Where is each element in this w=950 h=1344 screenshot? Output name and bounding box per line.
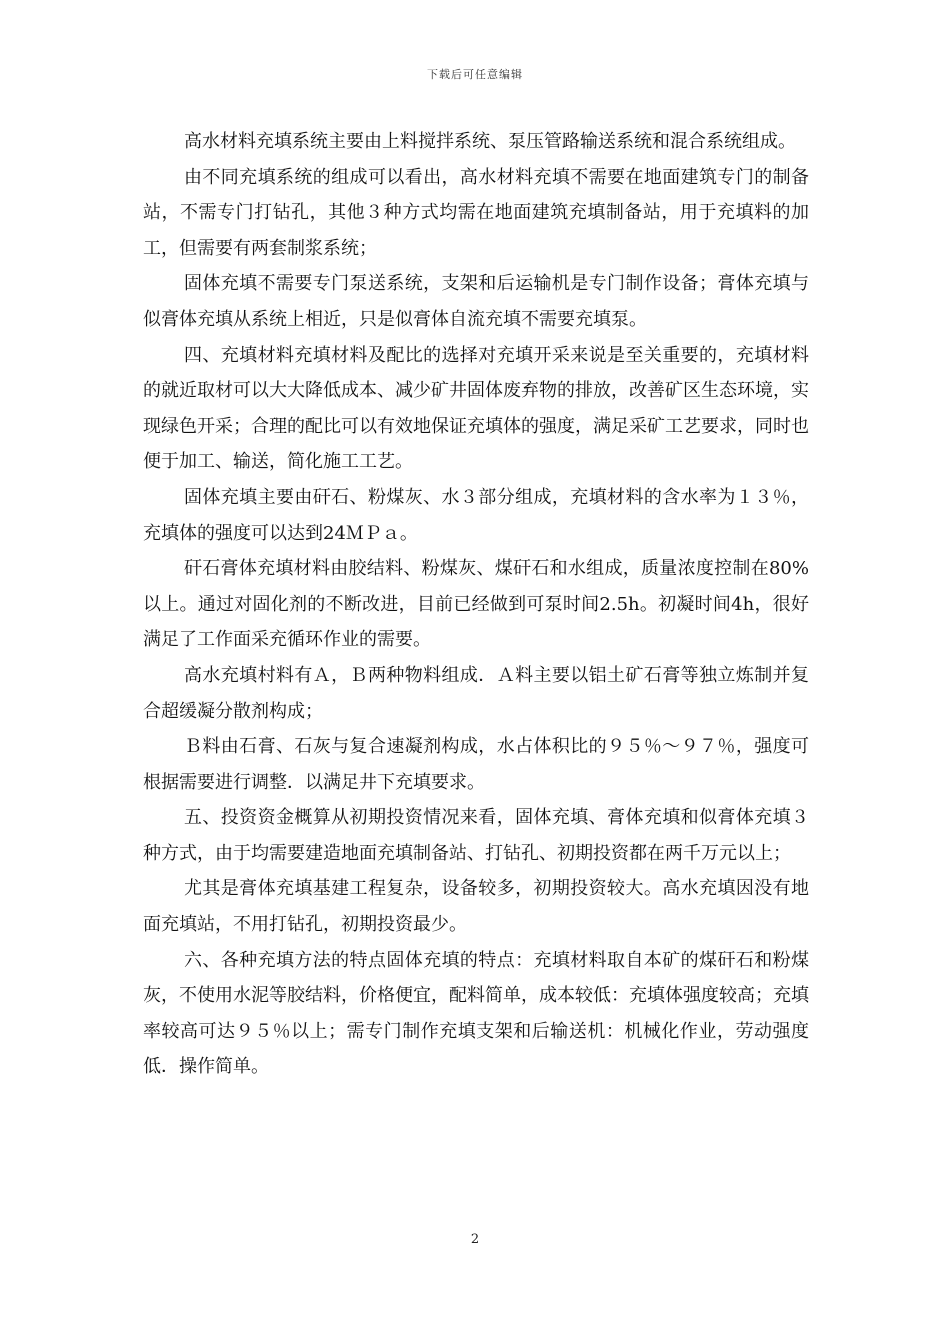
- paragraph: Ｂ料由石膏、石灰与复合速凝剂构成，水占体积比的９５％～９７％，强度可根据需要进行调整．以满足井下充填要求。: [143, 736, 809, 793]
- paragraph: 五、投资资金概算从初期投资情况来看，固体充填、膏体充填和似膏体充填３种方式，由于均需要建造地面充填制备站、打钻孔、初期投资都在两千万元以上；: [143, 807, 809, 864]
- page-header: 下载后可任意编辑: [427, 68, 523, 81]
- paragraph: 固体充填不需要专门泵送系统，支架和后运输机是专门制作设备；膏体充填与似膏体充填从系统上相近，只是似膏体自流充填不需要充填泵。: [143, 273, 809, 330]
- page-number: 2: [470, 1232, 480, 1247]
- paragraph: 由不同充填系统的组成可以看出，高水材料充填不需要在地面建筑专门的制备站，不需专门打钻孔，其他３种方式均需在地面建筑充填制备站，用于充填料的加工，但需要有两套制浆系统；: [143, 166, 809, 259]
- paragraph: 尤其是膏体充填基建工程复杂，设备较多，初期投资较大。高水充填因没有地面充填站，不用打钻孔，初期投资最少。: [143, 878, 809, 936]
- paragraph: 六、各种充填方法的特点固体充填的特点：充填材料取自本矿的煤矸石和粉煤灰，不使用水泥等胶结料，价格便宜，配料简单，成本较低：充填体强度较高；充填率较高可达９５％以上；需专门制作充填支架和后输送机：机械化作业，劳动强度低．操作简单。: [143, 949, 809, 1078]
- paragraph: 四、充填材料充填材料及配比的选择对充填开采来说是至关重要的，充填材料的就近取材可以大大降低成本、减少矿井固体废弃物的排放，改善矿区生态环境，实现绿色开采；合理的配比可以有效地保证充填体的强度，满足采矿工艺要求，同时也便于加工、输送，简化施工工艺。: [143, 344, 809, 473]
- paragraph: 矸石膏体充填材料由胶结料、粉煤灰、煤矸石和水组成，质量浓度控制在80%以上。通过对固化剂的不断改进，目前已经做到可泵时间2.5h。初凝时间4h，很好满足了工作面采充循环作业的需要。: [143, 558, 809, 651]
- paragraph: 高水充填村料有Ａ，Ｂ两种物料组成．Ａ料主要以铝土矿石膏等独立炼制并复合超缓凝分散剂构成；: [143, 664, 809, 722]
- paragraph: 高水材料充填系统主要由上料搅拌系统、泵压管路输送系统和混合系统组成。: [184, 131, 796, 152]
- paragraph: 固体充填主要由矸石、粉煤灰、水３部分组成，充填材料的含水率为１３％，充填体的强度可以达到24ＭＰａ。: [143, 486, 809, 544]
- body-text: [143, 124, 809, 1085]
